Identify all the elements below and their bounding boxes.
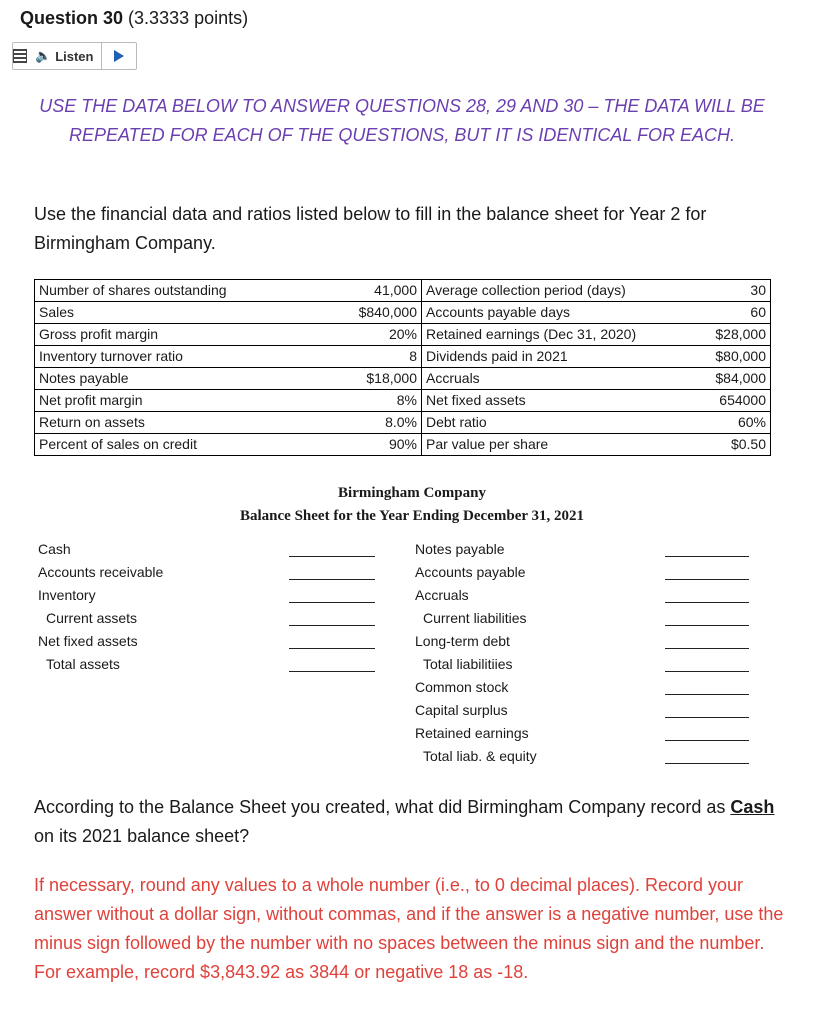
asset-line-label: Total assets [46, 656, 120, 672]
liability-line-label: Notes payable [415, 541, 505, 557]
play-button[interactable] [101, 43, 136, 69]
table-value: $80,000 [680, 346, 771, 368]
table-label: Gross profit margin [35, 324, 296, 346]
table-value: 8 [295, 346, 422, 368]
table-label: Return on assets [35, 412, 296, 434]
liability-line-label: Capital surplus [415, 702, 508, 718]
table-value: 8% [295, 390, 422, 412]
table-label: Percent of sales on credit [35, 434, 296, 456]
asset-answer-blank [289, 556, 375, 557]
financial-data-table [34, 279, 771, 456]
table-row [35, 324, 771, 346]
question-number: Question 30 [20, 8, 124, 28]
table-value: 90% [295, 434, 422, 456]
table-label: Dividends paid in 2021 [422, 346, 681, 368]
table-label: Number of shares outstanding [35, 280, 296, 302]
asset-line-label: Inventory [38, 587, 96, 603]
table-row [35, 412, 771, 434]
liability-line-label: Current liabilities [423, 610, 527, 626]
liability-answer-blank [665, 671, 749, 672]
table-value: $18,000 [295, 368, 422, 390]
listen-widget[interactable] [12, 42, 137, 70]
table-label: Average collection period (days) [422, 280, 681, 302]
table-label: Net fixed assets [422, 390, 681, 412]
asset-line-label: Cash [38, 541, 71, 557]
speaker-icon: 🔈 [35, 48, 52, 63]
liability-answer-blank [665, 648, 749, 649]
question-points: (3.3333 points) [128, 8, 249, 28]
table-value: 30 [680, 280, 771, 302]
data-banner: USE THE DATA BELOW TO ANSWER QUESTIONS 28, 29 AND 30 – THE DATA WILL BE REPEATED FOR EACH OF THE QUESTIONS, BUT IT IS IDENTICAL FOR EACH. [39, 96, 765, 145]
liability-line-label: Long-term debt [415, 633, 510, 649]
cash-emphasis: Cash [730, 797, 775, 817]
table-value: 41,000 [295, 280, 422, 302]
table-value: 654000 [680, 390, 771, 412]
liability-answer-blank [665, 625, 749, 626]
asset-answer-blank [289, 602, 375, 603]
table-label: Net profit margin [35, 390, 296, 412]
table-row [35, 368, 771, 390]
answer-instructions: If necessary, round any values to a whole number (i.e., to 0 decimal places). Record your answer without a dollar sign, without commas, and if the answer is a negative number, use the minus sign followed by the number with no spaces between the minus sign and the number. For example, record $3,843.92 as 3844 or negative 18 as -18. [34, 875, 784, 982]
table-value: 8.0% [295, 412, 422, 434]
asset-answer-blank [289, 648, 375, 649]
table-row [35, 302, 771, 324]
asset-line-label: Accounts receivable [38, 564, 164, 580]
table-row [35, 434, 771, 456]
play-icon [114, 50, 124, 62]
liability-line-label: Total liabilitiies [423, 656, 513, 672]
balance-sheet-subtitle: Balance Sheet for the Year Ending December 31, 2021 [240, 508, 584, 524]
liability-line-label: Accruals [415, 587, 469, 603]
table-value: 20% [295, 324, 422, 346]
intro-text: Use the financial data and ratios listed below to fill in the balance sheet for Year 2 for Birmingham Company. [34, 204, 707, 253]
asset-answer-blank [289, 625, 375, 626]
table-label: Sales [35, 302, 296, 324]
question-prompt: According to the Balance Sheet you created, what did Birmingham Company record as Cash on its 2021 balance sheet? [34, 797, 775, 846]
liability-answer-blank [665, 556, 749, 557]
liability-answer-blank [665, 602, 749, 603]
table-value: 60 [680, 302, 771, 324]
question-header [20, 8, 248, 29]
table-value: 60% [680, 412, 771, 434]
table-label: Debt ratio [422, 412, 681, 434]
table-value: $28,000 [680, 324, 771, 346]
asset-answer-blank [289, 671, 375, 672]
liability-answer-blank [665, 579, 749, 580]
table-label: Accruals [422, 368, 681, 390]
table-row [35, 346, 771, 368]
liability-line-label: Common stock [415, 679, 509, 695]
table-label: Inventory turnover ratio [35, 346, 296, 368]
asset-answer-blank [289, 579, 375, 580]
table-value: $84,000 [680, 368, 771, 390]
asset-line-label: Current assets [46, 610, 138, 626]
liability-line-label: Retained earnings [415, 725, 529, 741]
table-label: Retained earnings (Dec 31, 2020) [422, 324, 681, 346]
table-label: Accounts payable days [422, 302, 681, 324]
liability-answer-blank [665, 694, 749, 695]
balance-sheet-company: Birmingham Company [338, 485, 486, 501]
table-value: $0.50 [680, 434, 771, 456]
table-label: Par value per share [422, 434, 681, 456]
asset-line-label: Net fixed assets [38, 633, 138, 649]
listen-button-label[interactable]: Listen [55, 48, 94, 64]
liability-answer-blank [665, 763, 749, 764]
table-label: Notes payable [35, 368, 296, 390]
table-value: $840,000 [295, 302, 422, 324]
liability-line-label: Accounts payable [415, 564, 526, 580]
table-row [35, 280, 771, 302]
menu-icon[interactable] [13, 49, 27, 63]
liability-answer-blank [665, 740, 749, 741]
table-row [35, 390, 771, 412]
liability-answer-blank [665, 717, 749, 718]
liability-line-label: Total liab. & equity [423, 748, 537, 764]
